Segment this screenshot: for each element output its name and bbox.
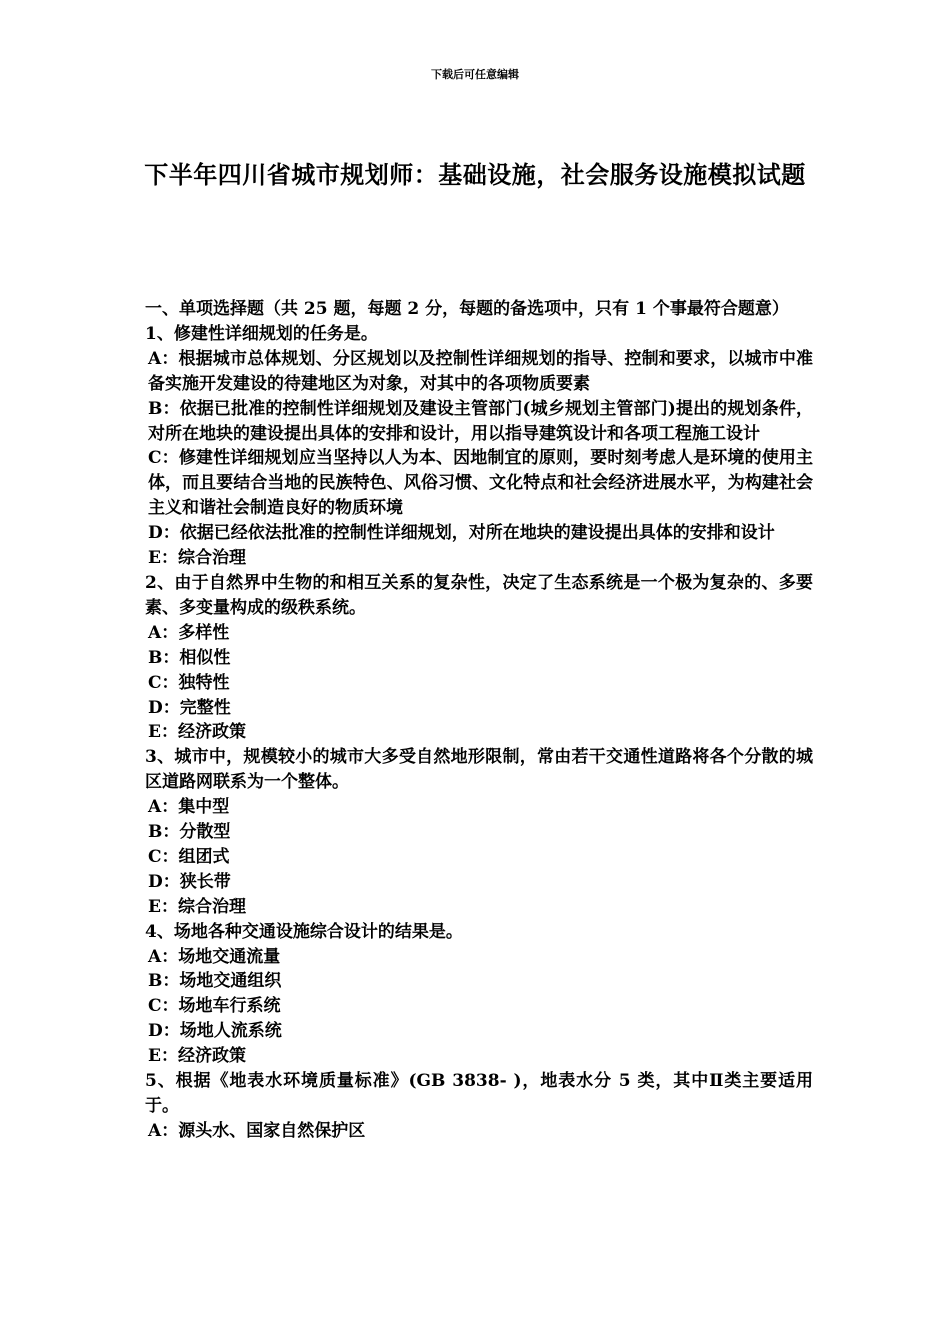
question-stem: 5、根据《地表水环境质量标准》(GB 3838- )，地表水分 5 类，其中Ⅱ类主要适用于。 [145,1071,813,1116]
question-5 [145,1069,813,1144]
option-a: A：根据城市总体规划、分区规划以及控制性详细规划的指导、控制和要求，以城市中准备实施开发建设的待建地区为对象，对其中的各项物质要素 [148,348,813,394]
question-stem: 1、修建性详细规划的任务是。 [145,323,378,344]
question-content [145,297,813,1144]
section-heading: 一、单项选择题（共 25 题，每题 2 分，每题的备选项中，只有 1 个事最符合题意） [145,299,789,319]
option-e: E：综合治理 [148,896,246,917]
option-b: B：相似性 [148,647,231,668]
option-e: E：综合治理 [148,548,246,569]
question-stem: 4、场地各种交通设施综合设计的结果是。 [145,921,463,942]
option-a: A：场地交通流量 [148,946,281,967]
option-e: E：经济政策 [148,722,246,743]
option-c: C：场地车行系统 [148,996,281,1017]
option-c: C：组团式 [148,846,230,867]
question-3 [145,745,813,919]
question-1 [145,322,813,571]
question-4 [145,920,813,1069]
option-b: B：场地交通组织 [148,971,282,992]
option-e: E：经济政策 [148,1046,246,1067]
option-a: A：集中型 [148,797,230,818]
option-d: D：依据已经依法批准的控制性详细规划，对所在地块的建设提出具体的安排和设计 [148,523,775,544]
question-2 [145,571,813,745]
option-a: A：源头水、国家自然保护区 [148,1120,366,1141]
option-d: D：完整性 [148,697,231,718]
option-a: A：多样性 [148,622,230,643]
page-title: 下半年四川省城市规划师：基础设施，社会服务设施模拟试题 [144,161,806,189]
option-d: D：场地人流系统 [148,1021,282,1042]
header-note: 下载后可任意编辑 [431,68,519,81]
option-b: B：分散型 [148,822,231,843]
option-d: D：狭长带 [148,871,231,892]
option-b: B：依据已批准的控制性详细规划及建设主管部门(城乡规划主管部门)提出的规划条件，对所在地块的建设提出具体的安排和设计，用以指导建筑设计和各项工程施工设计 [148,398,813,444]
question-stem: 2、由于自然界中生物的和相互关系的复杂性，决定了生态系统是一个极为复杂的、多要素、多变量构成的级秩系统。 [145,572,813,618]
option-c: C：独特性 [148,672,230,693]
question-stem: 3、城市中，规模较小的城市大多受自然地形限制，常由若干交通性道路将各个分散的城区道路网联系为一个整体。 [145,747,813,793]
option-c: C：修建性详细规划应当坚持以人为本、因地制宜的原则，要时刻考虑人是环境的使用主体，而且要结合当地的民族特色、风俗习惯、文化特点和社会经济进展水平，为构建社会主义和谐社会制造良好的物质环境 [148,448,813,519]
